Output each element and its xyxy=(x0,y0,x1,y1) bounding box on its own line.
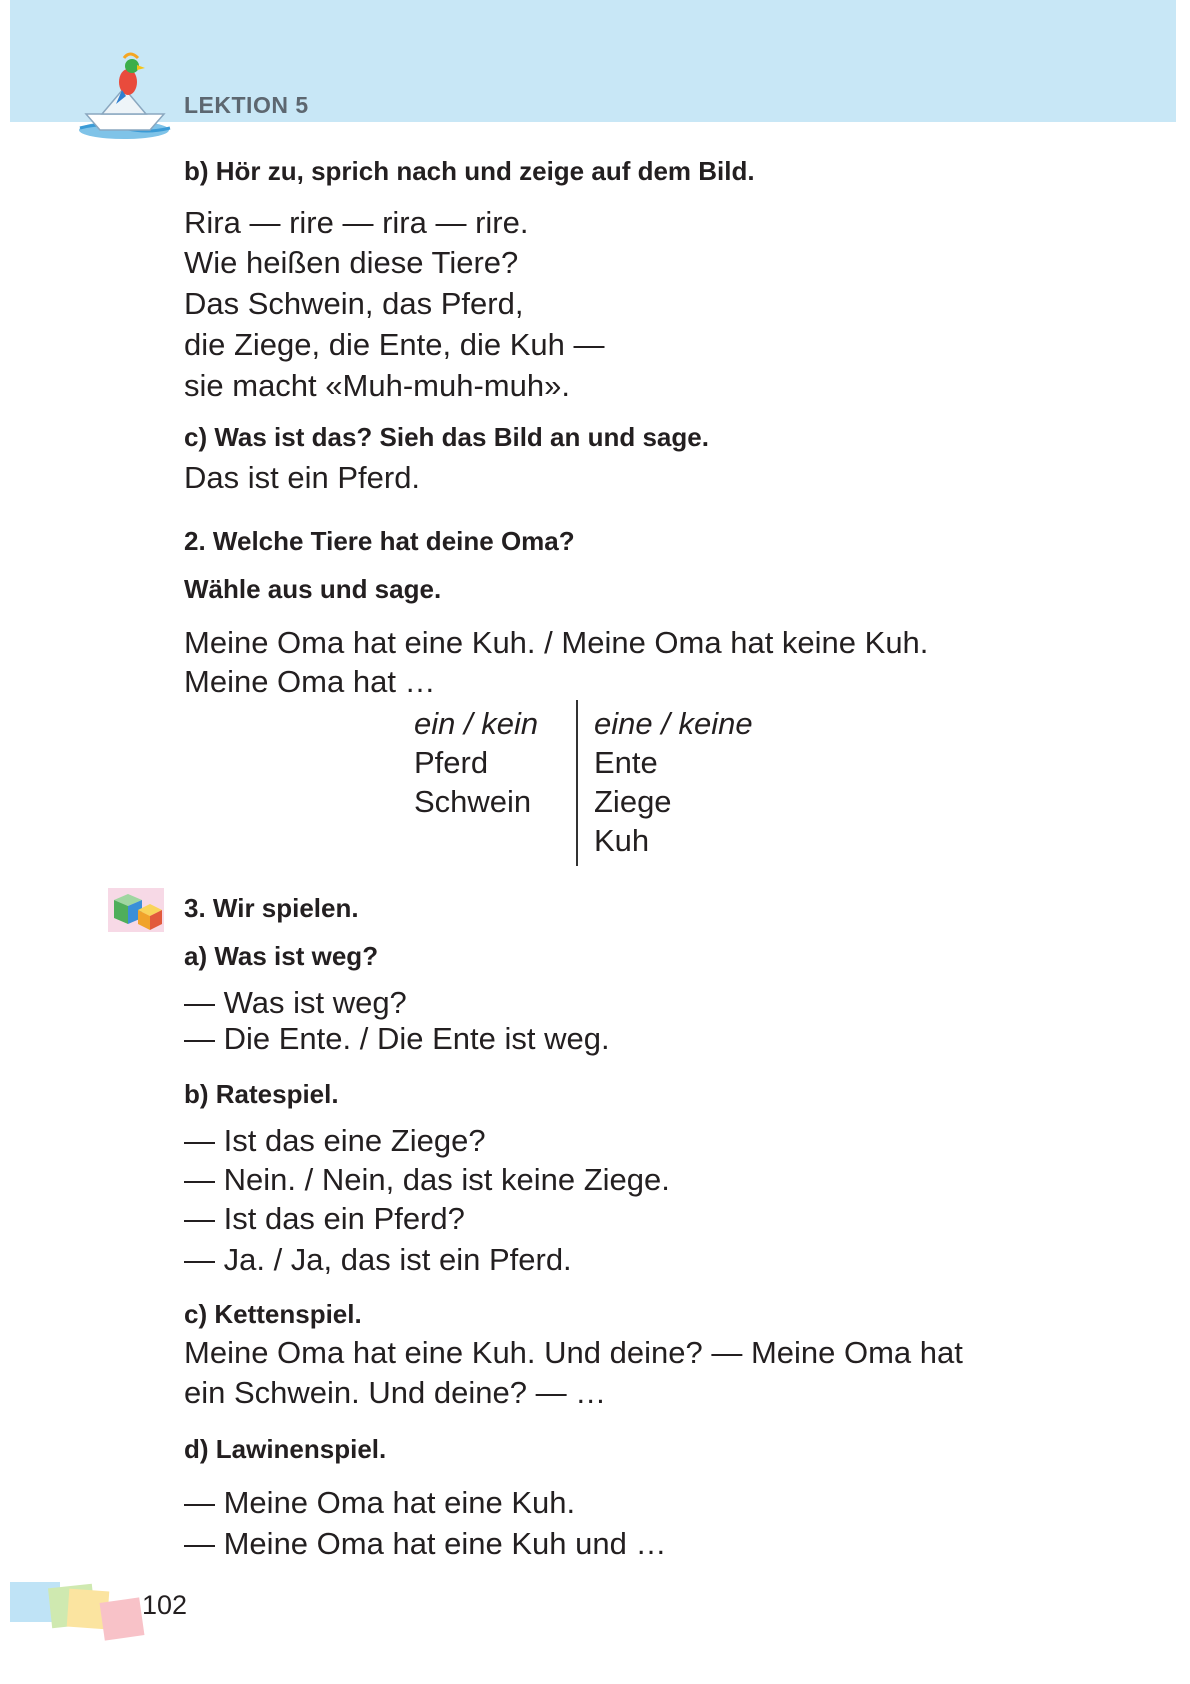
dialogue-line: — Nein. / Nein, das ist keine Ziege. xyxy=(184,1162,670,1197)
article-word-table xyxy=(414,700,814,866)
rhyme-line: Rira — rire — rira — rire. xyxy=(184,205,529,240)
dialogue-line: — Meine Oma hat eine Kuh. xyxy=(184,1485,576,1520)
table-cell: Pferd xyxy=(414,745,489,780)
section-c-example: Das ist ein Pferd. xyxy=(184,460,421,495)
table-header: ein / kein xyxy=(414,706,539,741)
table-cell: Kuh xyxy=(594,823,650,858)
dialogue-line: — Ist das eine Ziege? xyxy=(184,1123,486,1158)
rhyme-line: die Ziege, die Ente, die Kuh — xyxy=(184,327,605,362)
table-cell: Schwein xyxy=(414,784,532,819)
section-b-instruction: b) Hör zu, sprich nach und zeige auf dem Bild. xyxy=(184,156,755,186)
exercise-2-subtitle: Wähle aus und sage. xyxy=(184,574,442,604)
dialogue-line: — Die Ente. / Die Ente ist weg. xyxy=(184,1021,610,1056)
chain-game-line: Meine Oma hat eine Kuh. Und deine? — Meine Oma hat xyxy=(184,1335,963,1370)
exercise-3c-instruction: c) Kettenspiel. xyxy=(184,1299,362,1329)
exercise-2-title: 2. Welche Tiere hat deine Oma? xyxy=(184,526,575,556)
dialogue-line: — Was ist weg? xyxy=(184,985,407,1020)
rhyme-line: Das Schwein, das Pferd, xyxy=(184,286,524,321)
paper-boat-parrot-icon xyxy=(72,52,177,147)
lesson-label: LEKTION 5 xyxy=(184,92,309,118)
section-c-instruction: c) Was ist das? Sieh das Bild an und sage. xyxy=(184,422,709,452)
corner-decoration xyxy=(10,1582,146,1642)
exercise-3-title: 3. Wir spielen. xyxy=(184,893,359,923)
dialogue-line: — Ist das ein Pferd? xyxy=(184,1201,465,1236)
table-header: eine / keine xyxy=(594,706,753,741)
page-number: 102 xyxy=(142,1590,188,1620)
toy-blocks-icon xyxy=(108,886,168,934)
rhyme-line: sie macht «Muh-muh-muh». xyxy=(184,368,570,403)
rhyme-line: Wie heißen diese Tiere? xyxy=(184,245,519,280)
exercise-2-prompt: Meine Oma hat … xyxy=(184,664,436,699)
exercise-3a-instruction: a) Was ist weg? xyxy=(184,941,379,971)
chain-game-line: ein Schwein. Und deine? — … xyxy=(184,1375,607,1410)
table-cell: Ente xyxy=(594,745,658,780)
dialogue-line: — Ja. / Ja, das ist ein Pferd. xyxy=(184,1242,572,1277)
exercise-3d-instruction: d) Lawinenspiel. xyxy=(184,1434,387,1464)
table-divider xyxy=(576,700,578,866)
exercise-2-example: Meine Oma hat eine Kuh. / Meine Oma hat keine Kuh. xyxy=(184,625,929,660)
exercise-3b-instruction: b) Ratespiel. xyxy=(184,1079,339,1109)
dialogue-line: — Meine Oma hat eine Kuh und … xyxy=(184,1526,667,1561)
table-cell: Ziege xyxy=(594,784,672,819)
